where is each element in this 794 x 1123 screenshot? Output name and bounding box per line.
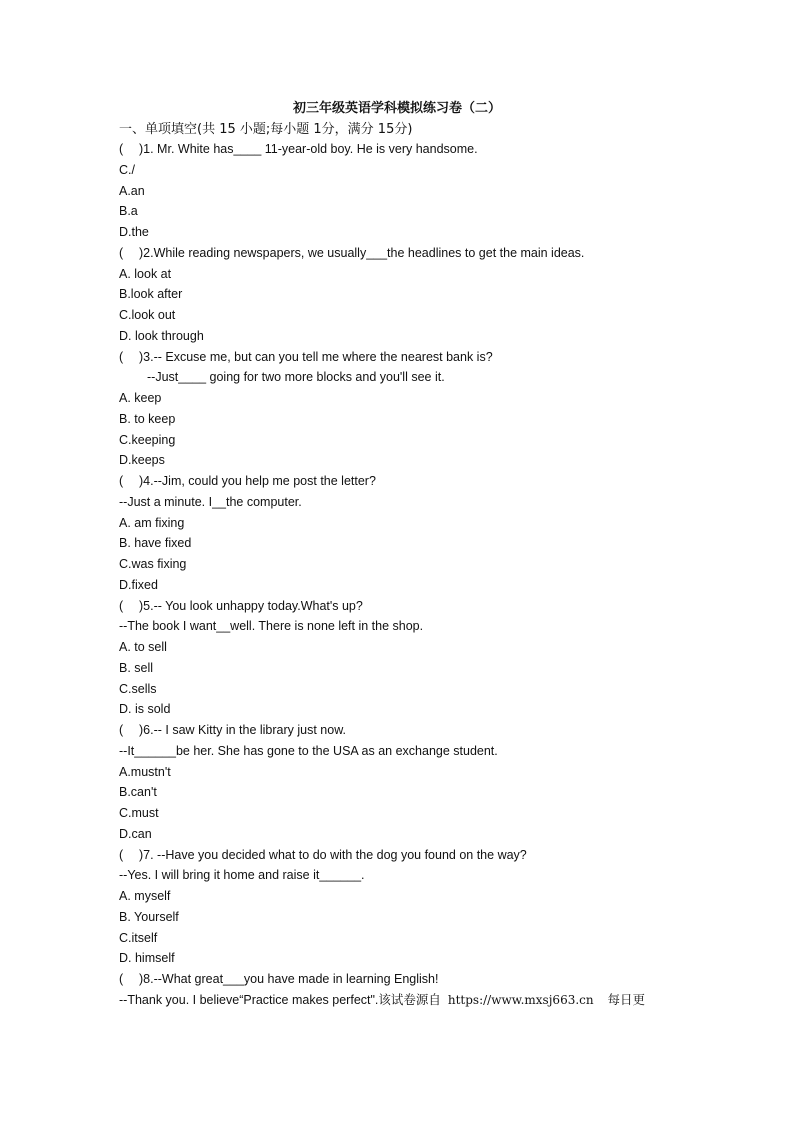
answer-blank[interactable]: ( <box>119 349 124 364</box>
option: D.keeps <box>119 453 165 468</box>
question-reply: --The book I want__well. There is none left in the shop. <box>119 619 424 634</box>
question-stem: ( )5.-- You look unhappy today.What's up? <box>119 596 719 617</box>
option: A.an <box>119 183 145 198</box>
option: C.look out <box>119 308 176 322</box>
question-reply: --Just a minute. I__the computer. <box>119 494 302 509</box>
option: B. have fixed <box>119 536 192 551</box>
option: B.a <box>119 204 138 219</box>
question-stem: ( )8.--What great___you have made in learning English! <box>119 969 719 990</box>
option: B. to keep <box>119 411 176 426</box>
option: A. keep <box>119 391 162 405</box>
option: D.the <box>119 225 149 239</box>
option: D.fixed <box>119 577 158 592</box>
question-stem: ( )4.--Jim, could you help me post the letter? <box>119 471 719 492</box>
option: A. myself <box>119 889 171 903</box>
source-tail: 每日更 <box>607 992 646 1007</box>
source-link[interactable]: https://www.mxsj663.cn <box>447 992 594 1007</box>
option: D. look through <box>119 328 204 343</box>
option: A.mustn't <box>119 764 171 779</box>
section-heading: 一、单项填空(共 15 小题;每小题 1分，满分 15分) <box>119 122 413 137</box>
option: C./ <box>119 162 135 177</box>
option: A. to sell <box>119 640 167 654</box>
option: C.itself <box>119 930 158 945</box>
question-stem: ( )3.-- Excuse me, but can you tell me where the nearest bank is? <box>119 347 719 368</box>
option: C.keeping <box>119 432 176 447</box>
option: A. am fixing <box>119 515 185 530</box>
question-reply: --Thank you. I believe“Practice makes perfect".该试卷源自 https://www.mxsj663.cn 每日更 <box>119 992 646 1007</box>
option: D. is sold <box>119 702 171 717</box>
question-stem: ( )2.While reading newspapers, we usually___the headlines to get the main ideas. <box>119 243 719 264</box>
answer-blank[interactable]: ( <box>119 245 124 260</box>
answer-blank[interactable]: ( <box>119 474 124 488</box>
option: B. sell <box>119 660 154 675</box>
option: D.can <box>119 826 152 841</box>
option: B.look after <box>119 287 183 302</box>
question-stem: ( )6.-- I saw Kitty in the library just now. <box>119 720 719 741</box>
exam-title: 初三年级英语学科模拟练习卷（二） <box>292 101 501 116</box>
option: A. look at <box>119 266 172 281</box>
option: C.sells <box>119 681 157 696</box>
question-stem: ( )1. Mr. White has____ 11-year-old boy. He is very handsome. <box>119 139 719 160</box>
answer-blank[interactable]: ( <box>119 142 124 156</box>
option: C.must <box>119 806 159 820</box>
question-reply: --Yes. I will bring it home and raise it______. <box>119 868 365 883</box>
question-list <box>119 139 719 1011</box>
question-reply: --It______be her. She has gone to the USA as an exchange student. <box>119 743 498 758</box>
option: B.can't <box>119 785 157 800</box>
answer-blank[interactable]: ( <box>119 847 124 862</box>
answer-blank[interactable]: ( <box>119 972 124 986</box>
question-stem: ( )7. --Have you decided what to do with the dog you found on the way? <box>119 845 719 866</box>
option: B. Yourself <box>119 909 179 924</box>
answer-blank[interactable]: ( <box>119 598 124 613</box>
option: C.was fixing <box>119 557 187 571</box>
answer-blank[interactable]: ( <box>119 723 124 737</box>
question-reply: --Just____ going for two more blocks and you'll see it. <box>147 370 445 385</box>
option: D. himself <box>119 951 175 966</box>
